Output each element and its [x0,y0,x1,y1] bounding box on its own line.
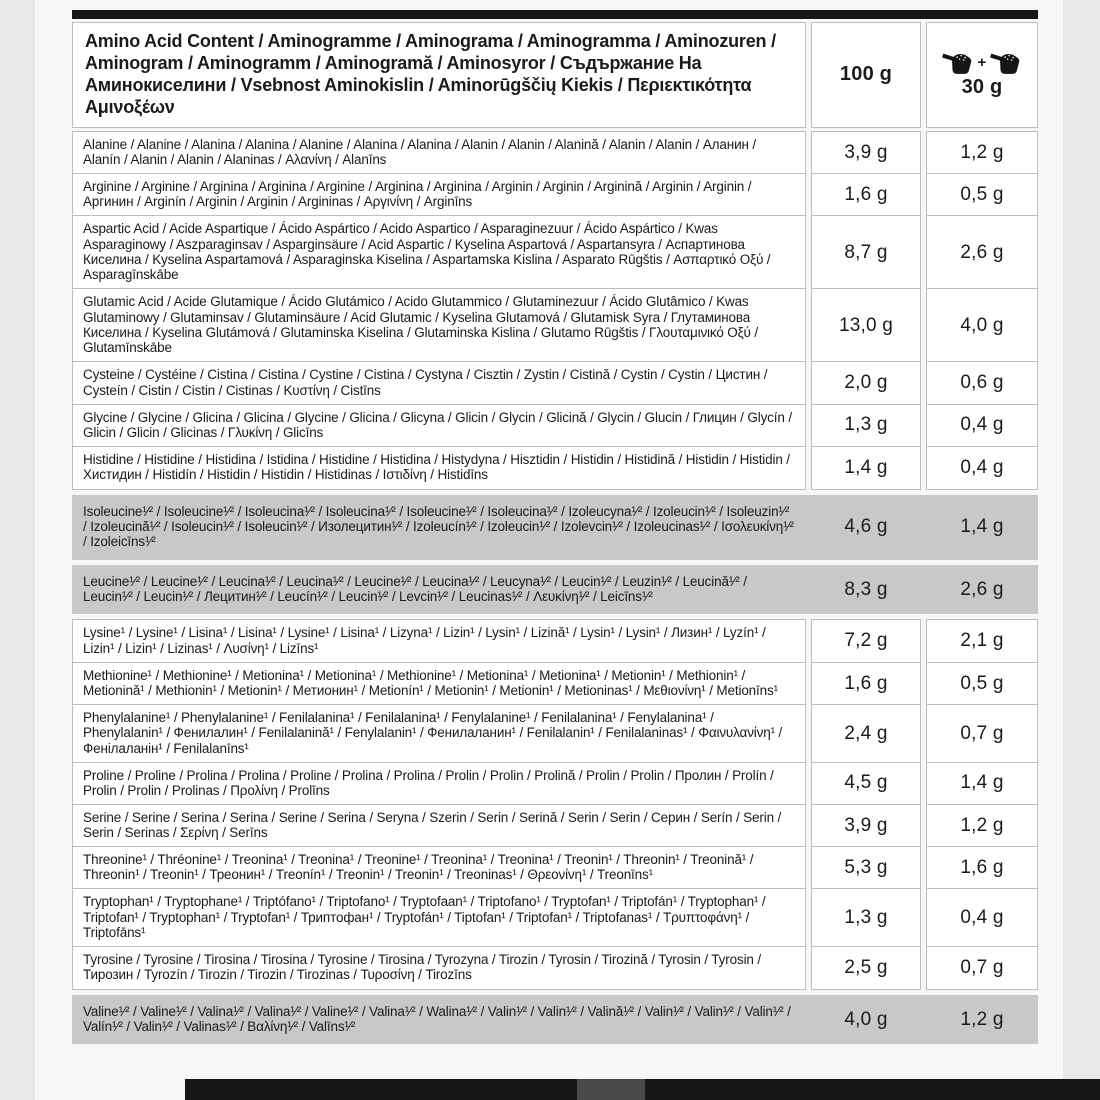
amino-acid-names: Threonine¹ / Thréonine¹ / Treonina¹ / Treonina¹ / Treonine¹ / Treonina¹ / Treonina¹ / Treonin¹ / Threonin¹ / Treonină¹ / Threonin¹ / Treonin¹ / Треонин¹ / Treonín¹ / Treonin¹ / Treonin¹ / Treoninas¹ / Θρεονίνη¹ / Treonīns¹ [72,846,806,890]
value-per-100g: 2,0 g [811,361,921,405]
photo-bottom-bar [185,1079,1100,1100]
table-row [72,995,1038,1045]
value-per-100g: 7,2 g [811,619,921,663]
value-per-30g: 0,4 g [926,446,1038,490]
value-per-100g: 3,9 g [811,804,921,848]
value-per-30g: 1,2 g [926,131,1038,175]
amino-acid-names: Isoleucine¹⁄² / Isoleucine¹⁄² / Isoleucina¹⁄² / Isoleucina¹⁄² / Isoleucine¹⁄² / Isoleucina¹⁄² / Izoleucyna¹⁄² / Izoleucin¹⁄² / Isoleuzin¹⁄² / Izoleucină¹⁄² / Isoleucin¹⁄² / Isoleucin¹⁄² / Изолецитин¹⁄² / Izoleucín¹⁄² / Izoleucin¹⁄² / Izolevcin¹⁄² / Izoleucinas¹⁄² / Ισολευκίνη¹⁄² / Izoleicīns¹⁄² [83,503,794,550]
scoop-icon [941,50,975,74]
value-per-100g: 2,5 g [811,946,921,990]
table-row [72,173,1038,217]
value-per-100g: 8,3 g [844,578,888,600]
col-header-100g: 100 g [811,22,921,128]
amino-acid-names: Histidine / Histidine / Histidina / Istidina / Histidine / Histidina / Histydyna / Hisztidin / Histidin / Histidină / Histidin / Histidin / Хистидин / Histidín / Histidin / Histidin / Histidinas / Ιστιδίνη / Histidīns [72,446,806,490]
amino-acid-names: Glutamic Acid / Acide Glutamique / Ácido Glutámico / Acido Glutammico / Glutaminezuur / Ácido Glutâmico / Kwas Glutaminowy / Glutaminsav / Glutaminsäure / Acid Glutamic / Kyselina Glutamová / Glutamisk Syra / Глутаминова Киселина / Kyselina Glutámová / Glutaminska Kiselina / Glutaminska Kislina / Glutamo Rūgštis / Γλουταμινικό Οξύ / Glutamīnskābe [72,288,806,363]
table-row [72,404,1038,448]
value-per-100g: 4,5 g [811,762,921,806]
value-per-100g: 4,6 g [844,516,888,538]
amino-acid-names: Proline / Proline / Prolina / Prolina / Proline / Prolina / Prolina / Prolin / Prolin / Prolină / Prolin / Prolin / Пролин / Prolín / Prolin / Prolin / Prolinas / Προλίνη / Prolīns [72,762,806,806]
value-per-100g: 4,0 g [844,1008,888,1030]
table-row [72,446,1038,490]
value-per-100g: 1,6 g [811,173,921,217]
value-per-30g: 0,5 g [926,173,1038,217]
top-black-bar [72,10,1038,19]
amino-table-body [72,131,1038,1045]
value-per-30g: 0,4 g [926,888,1038,947]
table-row [72,846,1038,890]
value-per-100g: 3,9 g [811,131,921,175]
value-per-100g: 1,6 g [811,662,921,706]
value-per-30g: 1,4 g [960,516,1004,538]
value-per-30g: 0,6 g [926,361,1038,405]
table-title: Amino Acid Content / Aminogramme / Aminograma / Aminogramma / Aminozuren / Aminogram / Aminogramm / Aminogramă / Aminosyror / Съдържание На Аминокиселини / Vsebnost Aminokislin / Aminorūgščių Kiekis / Περιεκτικότητα Αμινοξέων [72,22,806,128]
amino-acid-names: Aspartic Acid / Acide Aspartique / Ácido Aspártico / Acido Aspartico / Asparaginezuur / Ácido Aspártico / Kwas Asparaginowy / Aszparaginsav / Asparginsäure / Acid Aspartic / Kyselina Aspartová / Aspartansyra / Аспартинова Киселина / Kyselina Aspartamová / Asparaginska Kiselina / Aspartamska Kislina / Asparato Rūgštis / Ασπαρτικό Οξύ / Asparagīnskābe [72,215,806,290]
value-per-30g: 1,2 g [960,1008,1004,1030]
value-per-30g: 1,2 g [926,804,1038,848]
amino-acid-names: Alanine / Alanine / Alanina / Alanina / Alanine / Alanina / Alanina / Alanin / Alanin / Alanină / Alanin / Alanin / Аланин / Alanín / Alanin / Alanin / Alaninas / Αλανίνη / Alanīns [72,131,806,175]
value-per-30g: 0,5 g [926,662,1038,706]
table-row [72,619,1038,663]
amino-acid-names: Phenylalanine¹ / Phenylalanine¹ / Fenilalanina¹ / Fenilalanina¹ / Fenylalanine¹ / Fenilalanina¹ / Fenylalanina¹ / Phenylalanin¹ / Фенилалин¹ / Fenilalanină¹ / Fenylalanin¹ / Фенилаланин¹ / Fenilalanin¹ / Fenilalaninas¹ / Φαινυλανίνη¹ / Фенілаланін¹ / Fenilalanīns¹ [72,704,806,763]
table-row [72,946,1038,990]
table-row [72,565,1038,615]
scoops-graphic [941,50,1024,74]
amino-acid-names: Valine¹⁄² / Valine¹⁄² / Valina¹⁄² / Valina¹⁄² / Valine¹⁄² / Valina¹⁄² / Walina¹⁄² / Valin¹⁄² / Valin¹⁄² / Valină¹⁄² / Valin¹⁄² / Valin¹⁄² / Valin¹⁄² / Valín¹⁄² / Valin¹⁄² / Valinas¹⁄² / Βαλίνη¹⁄² / Valīns¹⁄² [83,1003,791,1035]
col-header-30g [926,22,1038,128]
table-row [72,288,1038,363]
amino-acid-names: Tryptophan¹ / Tryptophane¹ / Triptófano¹ / Triptofano¹ / Tryptofaan¹ / Triptofano¹ / Tryptofan¹ / Triptofán¹ / Tryptophan¹ / Triptofan¹ / Tryptophan¹ / Tryptofan¹ / Триптофан¹ / Tryptofán¹ / Tiptofan¹ / Triptofan¹ / Triptofanas¹ / Τρυπτοφάνη¹ / Triptofāns¹ [72,888,806,947]
value-per-30g: 2,1 g [926,619,1038,663]
value-per-30g: 0,7 g [926,946,1038,990]
amino-acid-names: Glycine / Glycine / Glicina / Glicina / Glycine / Glicina / Glicyna / Glicin / Glycin / Glicină / Glycin / Glucin / Глицин / Glycín / Glicin / Glicin / Glicinas / Γλυκίνη / Glicīns [72,404,806,448]
value-per-100g: 1,4 g [811,446,921,490]
table-row [72,495,1038,560]
amino-acid-names: Leucine¹⁄² / Leucine¹⁄² / Leucina¹⁄² / Leucina¹⁄² / Leucine¹⁄² / Leucina¹⁄² / Leucyna¹⁄² / Leucin¹⁄² / Leuzin¹⁄² / Leucină¹⁄² / Leucin¹⁄² / Leucin¹⁄² / Лецитин¹⁄² / Leucín¹⁄² / Leucin¹⁄² / Levcin¹⁄² / Leucinas¹⁄² / Λευκίνη¹⁄² / Leicīns¹⁄² [83,573,747,605]
value-per-100g: 1,3 g [811,404,921,448]
table-row [72,762,1038,806]
table-row [72,215,1038,290]
value-per-100g: 2,4 g [811,704,921,763]
scoop-icon [989,50,1023,74]
amino-acid-names: Serine / Serine / Serina / Serina / Serine / Serina / Seryna / Szerin / Serin / Serină / Serin / Serin / Серин / Serín / Serin / Serin / Serinas / Σερίνη / Serīns [72,804,806,848]
amino-acid-names: Cysteine / Cystéine / Cistina / Cistina / Cystine / Cistina / Cystyna / Cisztin / Zystin / Cistină / Cystin / Cystin / Цистин / Cysteín / Cistin / Cistin / Cistinas / Κυστίνη / Cistīns [72,361,806,405]
value-per-30g: 0,7 g [926,704,1038,763]
table-header-row [72,22,1038,128]
value-per-100g: 8,7 g [811,215,921,290]
value-per-100g: 1,3 g [811,888,921,947]
table-row [72,704,1038,763]
value-per-100g: 13,0 g [811,288,921,363]
amino-acid-names: Arginine / Arginine / Arginina / Arginina / Arginine / Arginina / Arginina / Arginin / Arginin / Arginină / Arginin / Arginin / Аргинин / Arginín / Arginin / Arginin / Argininas / Αργινίνη / Arginīns [72,173,806,217]
table-row [72,361,1038,405]
table-row [72,804,1038,848]
photo-bottom-bar-segment [577,1079,645,1100]
table-row [72,662,1038,706]
value-per-30g: 0,4 g [926,404,1038,448]
value-per-30g: 1,4 g [926,762,1038,806]
col-header-30g-label: 30 g [961,76,1003,99]
value-per-30g: 2,6 g [960,578,1004,600]
amino-acid-names: Tyrosine / Tyrosine / Tirosina / Tirosina / Tyrosine / Tirosina / Tyrozyna / Tirozin / Tyrosin / Tirozină / Tyrosin / Tyrosin / Тирозин / Tyrozín / Tirozin / Tirozin / Tirozinas / Τυροσίνη / Tirozīns [72,946,806,990]
value-per-30g: 1,6 g [926,846,1038,890]
plus-sign: + [977,53,987,71]
value-per-100g: 5,3 g [811,846,921,890]
amino-acid-names: Methionine¹ / Methionine¹ / Metionina¹ / Metionina¹ / Methionine¹ / Metionina¹ / Metionina¹ / Metionin¹ / Methionin¹ / Metionină¹ / Methionin¹ / Metionin¹ / Метионин¹ / Metionín¹ / Metionin¹ / Metionin¹ / Metioninas¹ / Μεθιονίνη¹ / Metionīns¹ [72,662,806,706]
amino-acid-table [72,10,1038,1049]
value-per-30g: 4,0 g [926,288,1038,363]
amino-acid-names: Lysine¹ / Lysine¹ / Lisina¹ / Lisina¹ / Lysine¹ / Lisina¹ / Lizyna¹ / Lizin¹ / Lysin¹ / Lizină¹ / Lysin¹ / Lysin¹ / Лизин¹ / Lyzín¹ / Lizin¹ / Lizin¹ / Lizinas¹ / Λυσίνη¹ / Lizīns¹ [72,619,806,663]
table-row [72,888,1038,947]
table-row [72,131,1038,175]
value-per-30g: 2,6 g [926,215,1038,290]
